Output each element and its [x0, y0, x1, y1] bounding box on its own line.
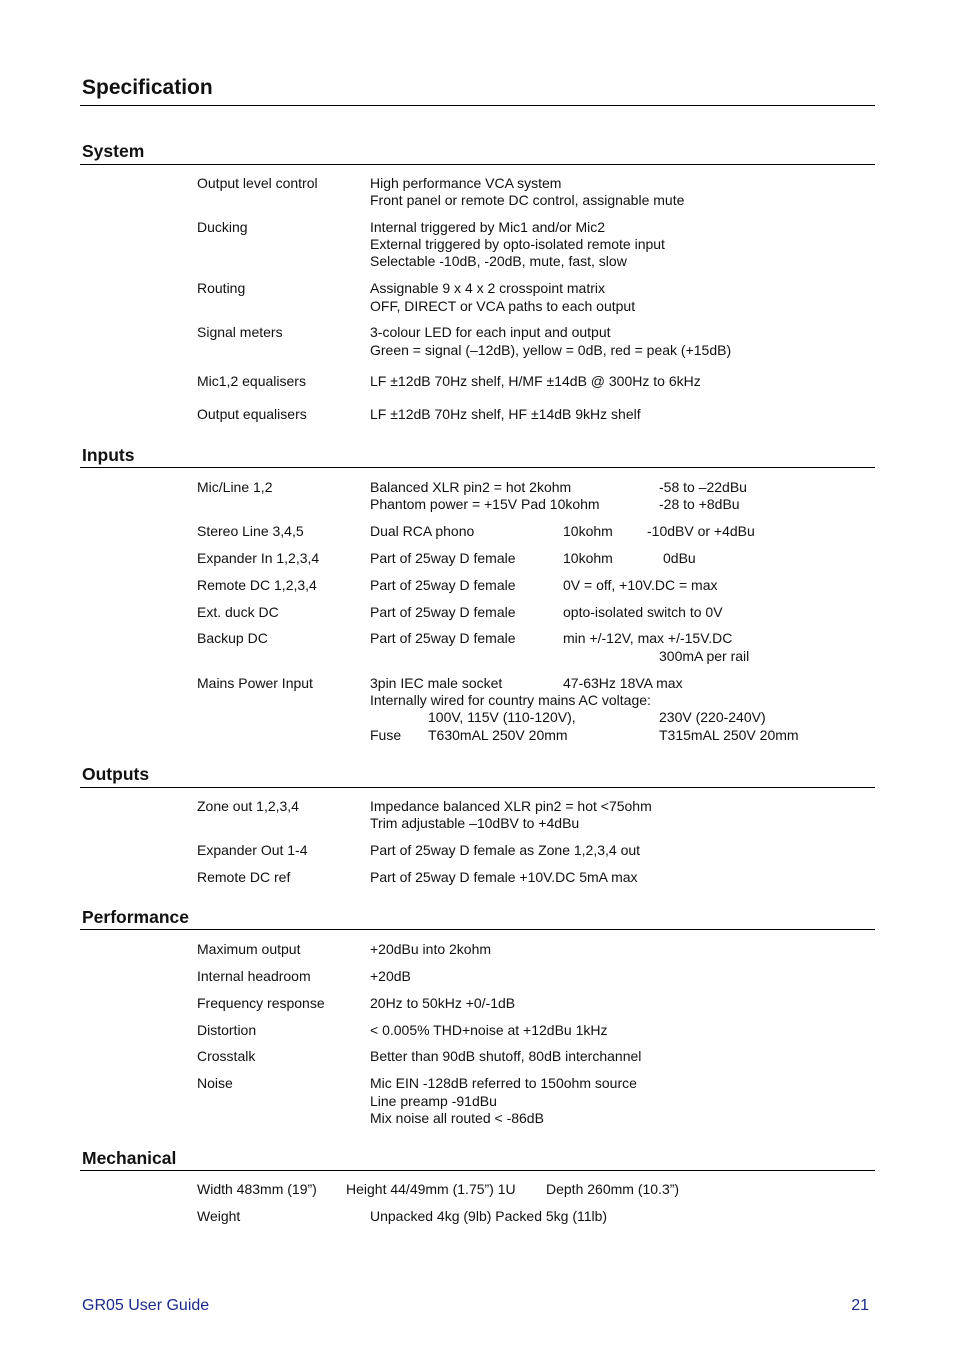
- spec-value: Phantom power = +15V Pad 10kohm: [370, 496, 600, 512]
- spec-label: Expander In 1,2,3,4: [197, 550, 320, 566]
- spec-value: -58 to –22dBu: [659, 479, 747, 495]
- spec-label: Frequency response: [197, 995, 325, 1011]
- spec-label: Output equalisers: [197, 406, 307, 422]
- spec-value: -28 to +8dBu: [659, 496, 740, 512]
- spec-label: Stereo Line 3,4,5: [197, 523, 304, 539]
- spec-value-height: Height 44/49mm (1.75”) 1U: [346, 1181, 516, 1197]
- section-rule-inputs: [80, 467, 875, 468]
- spec-value: Part of 25way D female: [370, 550, 516, 566]
- spec-label: Routing: [197, 280, 246, 296]
- section-heading-system: System: [82, 141, 145, 161]
- spec-value: Fuse: [370, 727, 402, 743]
- spec-label: Expander Out 1-4: [197, 842, 308, 858]
- spec-value: Part of 25way D female: [370, 630, 516, 646]
- spec-value: 47-63Hz 18VA max: [563, 675, 683, 691]
- spec-value: +20dBu into 2kohm: [370, 941, 492, 957]
- spec-value-width: Width 483mm (19”): [197, 1181, 317, 1197]
- spec-label: Zone out 1,2,3,4: [197, 798, 299, 814]
- spec-value: Assignable 9 x 4 x 2 crosspoint matrix: [370, 280, 605, 296]
- spec-value: Trim adjustable –10dBV to +4dBu: [370, 815, 580, 831]
- spec-value: Selectable -10dB, -20dB, mute, fast, slow: [370, 253, 627, 269]
- spec-value: Mic EIN -128dB referred to 150ohm source: [370, 1075, 637, 1091]
- spec-value: 300mA per rail: [659, 648, 750, 664]
- spec-value: Balanced XLR pin2 = hot 2kohm: [370, 479, 572, 495]
- spec-value: 0dBu: [663, 550, 696, 566]
- spec-value: 10kohm: [563, 523, 613, 539]
- footer-page-number: 21: [851, 1297, 869, 1314]
- spec-value: Dual RCA phono: [370, 523, 475, 539]
- spec-label: Weight: [197, 1208, 241, 1224]
- spec-value: Green = signal (–12dB), yellow = 0dB, red = peak (+15dB): [370, 342, 732, 358]
- section-heading-mechanical: Mechanical: [82, 1148, 177, 1168]
- spec-value: Better than 90dB shutoff, 80dB interchannel: [370, 1048, 642, 1064]
- section-heading-performance: Performance: [82, 907, 189, 927]
- section-rule-mechanical: [80, 1170, 875, 1171]
- spec-value: 0V = off, +10V.DC = max: [563, 577, 718, 593]
- spec-value: Part of 25way D female: [370, 577, 516, 593]
- spec-value: min +/-12V, max +/-15V.DC: [563, 630, 733, 646]
- spec-value: Part of 25way D female +10V.DC 5mA max: [370, 869, 638, 885]
- spec-value: LF ±12dB 70Hz shelf, H/MF ±14dB @ 300Hz to 6kHz: [370, 373, 701, 389]
- spec-value: T630mAL 250V 20mm: [428, 727, 568, 743]
- spec-value: 3pin IEC male socket: [370, 675, 503, 691]
- spec-label: Distortion: [197, 1022, 257, 1038]
- spec-label: Remote DC ref: [197, 869, 291, 885]
- spec-value: Internal triggered by Mic1 and/or Mic2: [370, 219, 605, 235]
- spec-label: Mic1,2 equalisers: [197, 373, 306, 389]
- spec-label: Signal meters: [197, 324, 283, 340]
- spec-label: Noise: [197, 1075, 233, 1091]
- spec-value: External triggered by opto-isolated remote input: [370, 236, 665, 252]
- spec-label: Mains Power Input: [197, 675, 313, 691]
- spec-value: Internally wired for country mains AC voltage:: [370, 692, 651, 708]
- spec-label: Mic/Line 1,2: [197, 479, 273, 495]
- spec-value: Mix noise all routed < -86dB: [370, 1110, 544, 1126]
- spec-value-depth: Depth 260mm (10.3”): [546, 1181, 680, 1197]
- section-rule-outputs: [80, 787, 875, 788]
- spec-value: Front panel or remote DC control, assignable mute: [370, 192, 685, 208]
- footer-guide-title: GR05 User Guide: [82, 1297, 210, 1314]
- spec-value: High performance VCA system: [370, 175, 562, 191]
- spec-value: < 0.005% THD+noise at +12dBu 1kHz: [370, 1022, 608, 1038]
- spec-label: Ducking: [197, 219, 248, 235]
- spec-value: 3-colour LED for each input and output: [370, 324, 611, 340]
- spec-value: 230V (220-240V): [659, 709, 766, 725]
- spec-value: Unpacked 4kg (9lb) Packed 5kg (11lb): [370, 1208, 608, 1224]
- spec-value: 10kohm: [563, 550, 613, 566]
- spec-value: Part of 25way D female as Zone 1,2,3,4 out: [370, 842, 641, 858]
- spec-label: Crosstalk: [197, 1048, 256, 1064]
- spec-value: opto-isolated switch to 0V: [563, 604, 723, 620]
- spec-label: Output level control: [197, 175, 318, 191]
- section-rule-performance: [80, 929, 875, 930]
- spec-value: T315mAL 250V 20mm: [659, 727, 799, 743]
- spec-label: Maximum output: [197, 941, 301, 957]
- spec-value: 20Hz to 50kHz +0/-1dB: [370, 995, 516, 1011]
- spec-label: Ext. duck DC: [197, 604, 279, 620]
- spec-value: Line preamp -91dBu: [370, 1093, 497, 1109]
- spec-value: 100V, 115V (110-120V),: [428, 709, 576, 725]
- spec-value: OFF, DIRECT or VCA paths to each output: [370, 298, 636, 314]
- spec-label: Remote DC 1,2,3,4: [197, 577, 317, 593]
- spec-value: Impedance balanced XLR pin2 = hot <75ohm: [370, 798, 652, 814]
- spec-value: LF ±12dB 70Hz shelf, HF ±14dB 9kHz shelf: [370, 406, 641, 422]
- page-title: Specification: [82, 76, 213, 99]
- title-rule: [80, 105, 875, 106]
- spec-label: Backup DC: [197, 630, 268, 646]
- spec-value: Part of 25way D female: [370, 604, 516, 620]
- section-heading-outputs: Outputs: [82, 764, 150, 784]
- spec-value: +20dB: [370, 968, 411, 984]
- section-heading-inputs: Inputs: [82, 445, 135, 465]
- spec-label: Internal headroom: [197, 968, 311, 984]
- section-rule-system: [80, 164, 875, 165]
- spec-value: -10dBV or +4dBu: [647, 523, 755, 539]
